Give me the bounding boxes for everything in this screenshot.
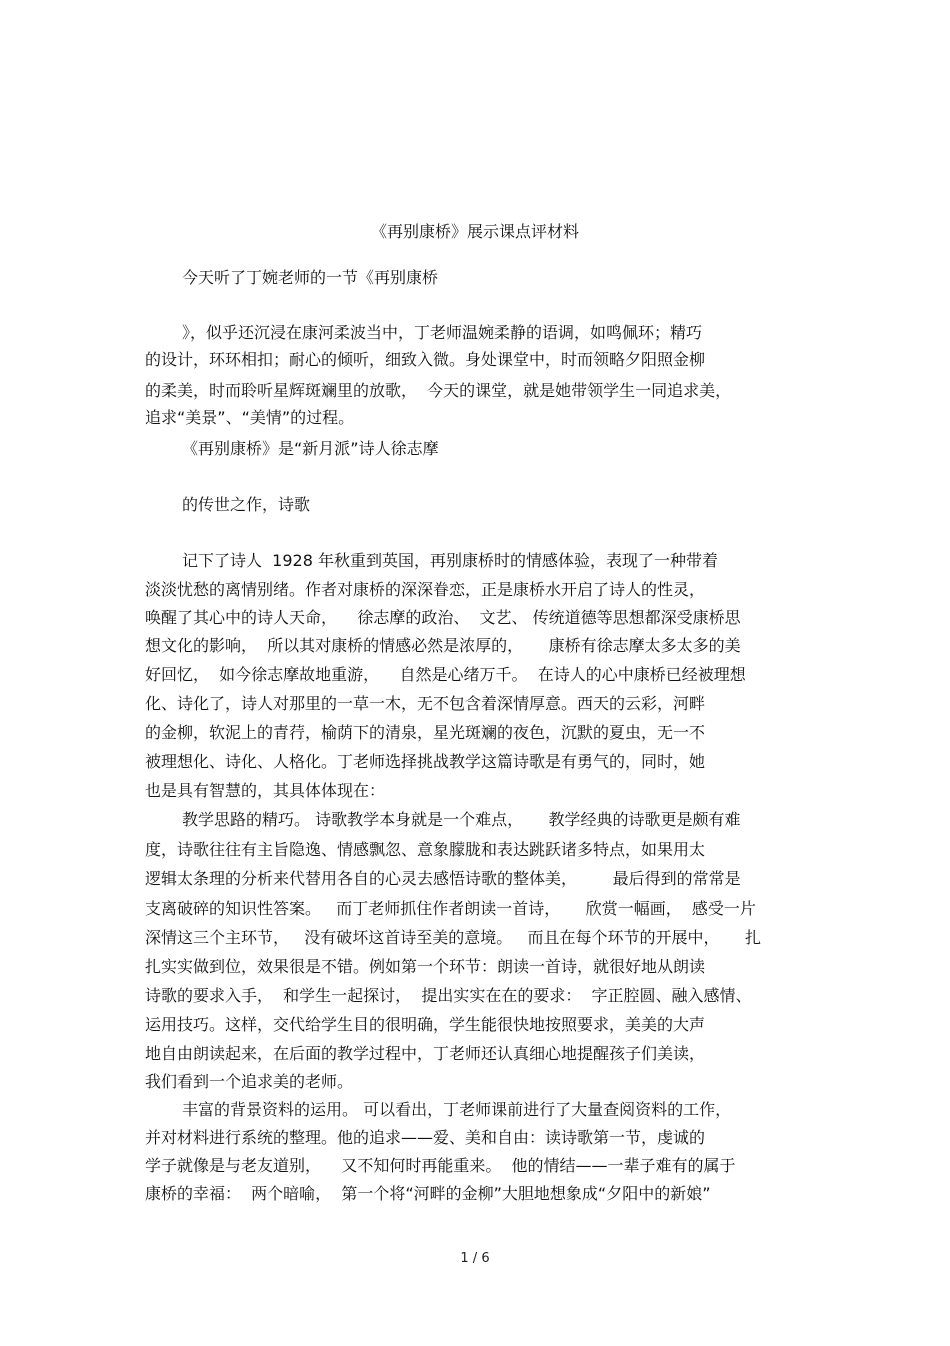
paragraph-line: 的金柳，软泥上的青荇，榆荫下的清泉，星光斑斓的夜色，沉默的夏虫，无一不 [145, 723, 706, 742]
paragraph-line: 的柔美，时而聆听星辉斑斓里的放歌， 今天的课堂，就是她带领学生一同追求美， [145, 381, 732, 400]
page-number: 1 / 6 [460, 1251, 490, 1266]
paragraph-line: 想文化的影响， 所以其对康桥的情感必然是浓厚的， 康桥有徐志摩太多太多的美 [145, 636, 741, 655]
paragraph-line: 度，诗歌往往有主旨隐逸、情感飘忽、意象朦胧和表达跳跃诸多特点，如果用太 [145, 840, 706, 859]
paragraph-line: 记下了诗人 1928 年秋重到英国，再别康桥时的情感体验，表现了一种带着 [182, 551, 718, 570]
paragraph-line: 支离破碎的知识性答案。 而丁老师抓住作者朗读一首诗， 欣赏一幅画， 感受一片 [145, 899, 756, 918]
paragraph-line: 地自由朗读起来，在后面的教学过程中，丁老师还认真细心地提醒孩子们美读， [145, 1044, 706, 1063]
paragraph-line: 追求“美景”、“美情”的过程。 [145, 408, 355, 427]
paragraph-line: 今天听了丁婉老师的一节《再别康桥 [182, 268, 439, 287]
paragraph-line: 丰富的背景资料的运用。 可以看出，丁老师课前进行了大量查阅资料的工作， [182, 1100, 732, 1119]
paragraph-line: 也是具有智慧的，其具体体现在： [145, 781, 386, 800]
paragraph-line: 》，似乎还沉浸在康河柔波当中，丁老师温婉柔静的语调，如鸣佩环；精巧 [182, 323, 703, 342]
paragraph-line: 诗歌的要求入手， 和学生一起探讨， 提出实实在在的要求： 字正腔圆、融入感情、 [145, 986, 752, 1005]
paragraph-line: 康桥的幸福： 两个暗喻， 第一个将“河畔的金柳”大胆地想象成“夕阳中的新娘” [145, 1184, 711, 1203]
paragraph-line: 唤醒了其心中的诗人天命， 徐志摩的政治、 文艺、 传统道德等思想都深受康桥思 [145, 608, 741, 627]
paragraph-line: 并对材料进行系统的整理。他的追求——爱、美和自由：读诗歌第一节，虔诚的 [145, 1128, 706, 1147]
paragraph-line: 学子就像是与老友道别， 又不知何时再能重来。 他的情结——一辈子难有的属于 [145, 1156, 736, 1175]
paragraph-line: 逻辑太条理的分析来代替用各自的心灵去感悟诗歌的整体美， 最后得到的常常是 [145, 869, 741, 888]
paragraph-line: 淡淡忧愁的离情别绪。作者对康桥的深深眷恋，正是康桥水开启了诗人的性灵， [145, 580, 706, 599]
paragraph-line: 教学思路的精巧。 诗歌教学本身就是一个难点， 教学经典的诗歌更是颇有难 [182, 810, 741, 829]
paragraph-line: 运用技巧。这样，交代给学生目的很明确，学生能很快地按照要求，美美的大声 [145, 1015, 706, 1034]
paragraph-line: 的设计，环环相扣；耐心的倾听，细致入微。身处课堂中，时而领略夕阳照金柳 [145, 350, 706, 369]
paragraph-line: 好回忆， 如今徐志摩故地重游， 自然是心绪万千。 在诗人的心中康桥已经被理想 [145, 665, 746, 684]
paragraph-line: 化、诗化了，诗人对那里的一草一木，无不包含着深情厚意。西天的云彩，河畔 [145, 694, 706, 713]
paragraph-line: 被理想化、诗化、人格化。丁老师选择挑战教学这篇诗歌是有勇气的，同时，她 [145, 752, 706, 771]
document-title: 《再别康桥》展示课点评材料 [370, 222, 579, 241]
paragraph-line: 扎实实做到位，效果很是不错。例如第一个环节：朗读一首诗，就很好地从朗读 [145, 957, 706, 976]
paragraph-line: 《再别康桥》是“新月派”诗人徐志摩 [182, 439, 439, 458]
paragraph-line: 我们看到一个追求美的老师。 [145, 1072, 354, 1091]
paragraph-line: 的传世之作，诗歌 [182, 495, 311, 514]
paragraph-line: 深情这三个主环节， 没有破坏这首诗至美的意境。 而且在每个环节的开展中， 扎 [145, 928, 761, 947]
